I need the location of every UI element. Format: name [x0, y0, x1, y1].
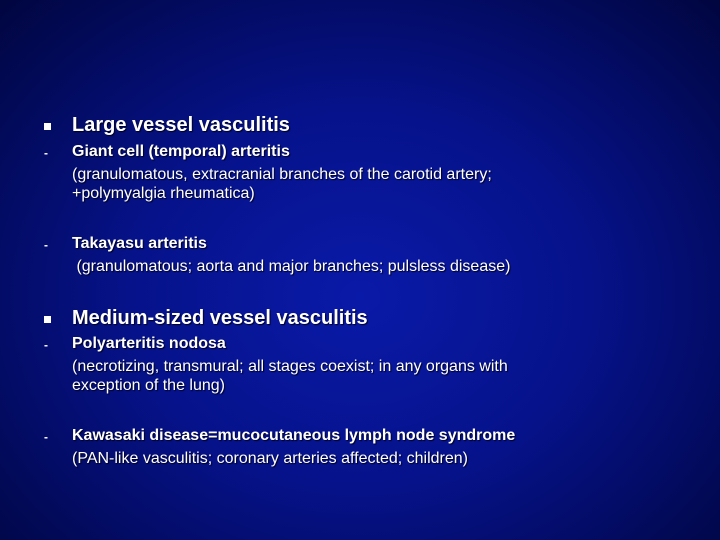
dash-bullet-icon: -	[44, 238, 48, 252]
dash-bullet-icon: -	[44, 338, 48, 352]
item-detail-line: (PAN-like vasculitis; coronary arteries affected; children)	[72, 450, 468, 467]
item-title-giant-cell-arteritis: Giant cell (temporal) arteritis	[72, 143, 290, 160]
section-heading-large-vessel: Large vessel vasculitis	[72, 114, 290, 136]
item-detail-line: +polymyalgia rheumatica)	[72, 185, 255, 202]
section-heading-medium-vessel: Medium-sized vessel vasculitis	[72, 307, 368, 329]
item-detail-line: (necrotizing, transmural; all stages coexist; in any organs with	[72, 358, 508, 375]
item-title-polyarteritis-nodosa: Polyarteritis nodosa	[72, 335, 226, 352]
dash-bullet-icon: -	[44, 430, 48, 444]
item-title-kawasaki-disease: Kawasaki disease=mucocutaneous lymph node syndrome	[72, 427, 516, 444]
item-detail-line: exception of the lung)	[72, 377, 225, 394]
item-detail-line: (granulomatous, extracranial branches of the carotid artery;	[72, 166, 492, 183]
square-bullet-icon	[44, 316, 51, 323]
dash-bullet-icon: -	[44, 146, 48, 160]
item-title-takayasu-arteritis: Takayasu arteritis	[72, 235, 207, 252]
square-bullet-icon	[44, 123, 51, 130]
item-detail-line: (granulomatous; aorta and major branches; pulsless disease)	[72, 258, 511, 275]
